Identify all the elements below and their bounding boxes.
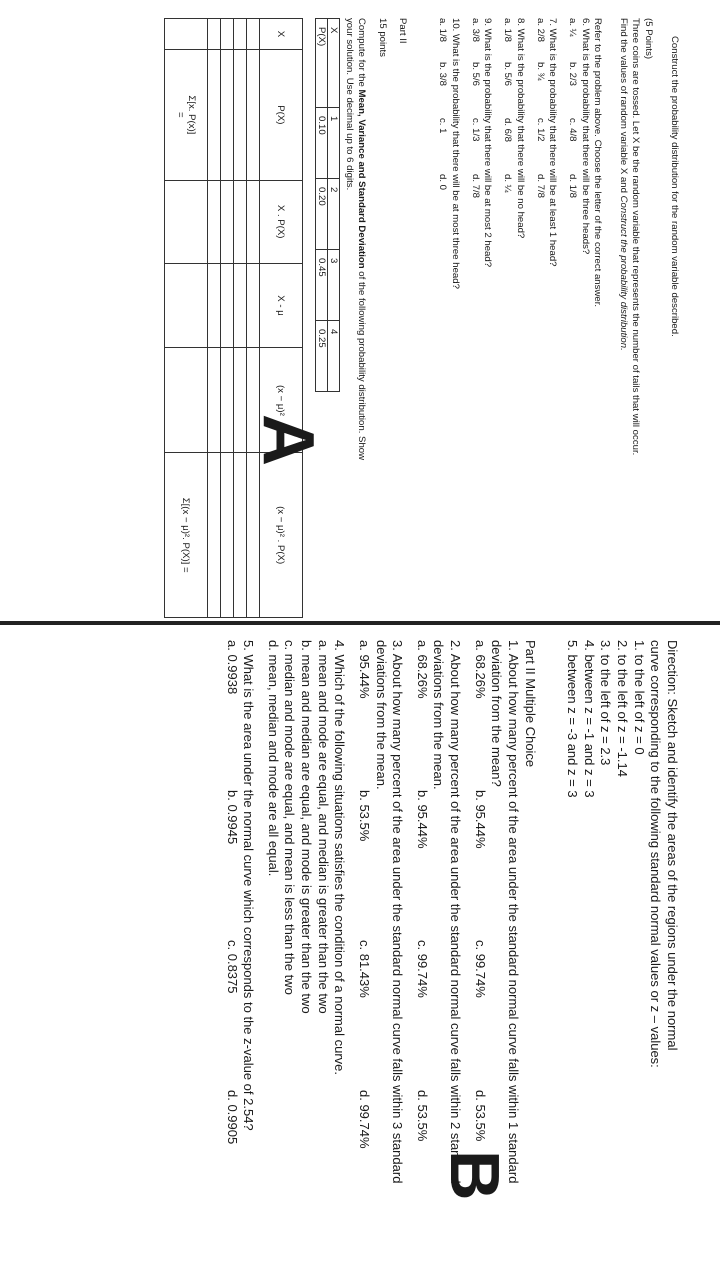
probability-table <box>315 18 340 392</box>
option: a. 68.26% <box>414 640 430 699</box>
mc-question-4: 4. Which of the following situations satisfies the condition of a normal curve. <box>332 640 348 1075</box>
heading-a: Construct the probability distribution for the random variable described. <box>669 36 680 337</box>
worksheet-a <box>0 0 720 620</box>
option: b. 5/6 <box>469 62 481 87</box>
col-x-px: X . P(X) <box>259 180 302 263</box>
option: b. mean and median are equal, and mode is greater than the two <box>299 640 315 1014</box>
option: a. mean and mode are equal, and median is greater than the two <box>315 640 331 1014</box>
option: a. ¼ <box>567 18 579 37</box>
option: d. ¼ <box>502 174 514 193</box>
option: c. 99.74% <box>414 940 430 998</box>
option: c. median and mode are equal, and mean is less than the two <box>282 640 298 995</box>
option: d. mean, median and mode are all equal. <box>265 640 281 877</box>
option: a. 95.44% <box>357 640 372 699</box>
mc-question-1-cont: deviation from the mean? <box>489 640 505 787</box>
mc-question-2-cont: deviations from the mean. <box>431 640 447 790</box>
compute-line2: your solution. Use decimal up to 6 digits. <box>344 18 356 191</box>
letter-b: B <box>436 1150 514 1201</box>
option: c. 1/2 <box>534 118 546 142</box>
option: b. 5/6 <box>502 62 514 87</box>
question-9: 9. What is the probability that there will be at most 2 head? <box>482 18 494 268</box>
sum-row <box>164 19 207 618</box>
x-value: 2 <box>327 179 339 250</box>
option: d. 0 <box>437 174 449 191</box>
p-value: 0.25 <box>315 321 327 392</box>
work-table-header <box>259 19 302 618</box>
table-row <box>207 19 220 618</box>
x-header: X <box>327 19 339 108</box>
option: c. 4/8 <box>567 118 579 142</box>
mc-options-5 <box>223 640 240 1280</box>
option: b. 0.9945 <box>224 790 240 845</box>
intro-line2-text: Find the values of random variable X and <box>618 18 630 196</box>
z-item: 5. between z = -3 and z = 3 <box>565 640 581 798</box>
option: a. 1/8 <box>502 18 514 43</box>
option: d. 0.9905 <box>224 1090 240 1145</box>
option: c. 1/3 <box>469 118 481 142</box>
mc-question-3: 3. About how many percent of the area under the standard normal curve falls within 3 standard <box>390 640 406 1184</box>
option: d. 7/8 <box>534 174 546 199</box>
sum-variance: Σ[(x − μ)². P(X)] = <box>164 453 207 618</box>
part-ii-title: Part II <box>397 18 409 44</box>
x-value: 4 <box>327 321 339 392</box>
question-6: 6. What is the probability that there will be three heads? <box>579 18 591 255</box>
mc-question-2: 2. About how many percent of the area under the standard normal curve falls within 2 standard <box>448 640 464 1184</box>
options-7 <box>534 18 546 618</box>
question-8: 8. What is the probability that there will be no head? <box>514 18 526 239</box>
compute-bold: Mean, Variance and Standard Deviation <box>356 89 368 269</box>
option: d. 53.5% <box>472 1090 488 1142</box>
mc-options-3 <box>355 640 372 1280</box>
option: c. 0.8375 <box>224 940 240 994</box>
col-x: X <box>259 19 302 50</box>
x-row <box>327 19 339 392</box>
col-px: P(X) <box>259 49 302 180</box>
option: b. 53.5% <box>357 790 372 842</box>
divider-line <box>0 621 720 625</box>
option: d. 7/8 <box>469 174 481 199</box>
z-item: 1. to the left of z = 0 <box>631 640 647 755</box>
intro-line1: Three coins are tossed. Let X be the random variable that represents the number of tails that will occur. <box>630 18 642 456</box>
z-item: 2. to the left of z = -1.14 <box>615 640 631 777</box>
direction-line1: Direction: Sketch and identify the areas of the regions under the normal <box>665 640 680 1051</box>
option: c. 81.43% <box>357 940 372 998</box>
p-header: P(X) <box>315 19 327 108</box>
compute-text: Compute for the <box>356 18 368 90</box>
mc-question-3-cont: deviations from the mean. <box>373 640 389 790</box>
table-row <box>246 19 259 618</box>
option: d. 99.74% <box>357 1090 372 1149</box>
p-value: 0.45 <box>315 250 327 321</box>
sum-mean-cell <box>164 49 207 180</box>
col-sq-dev: (x − μ)² <box>259 348 302 453</box>
table-row <box>233 19 246 618</box>
option: b. 95.44% <box>414 790 430 849</box>
options-10 <box>436 18 448 618</box>
options-9 <box>469 18 481 618</box>
mc-options-2 <box>413 640 430 1280</box>
option: d. 1/8 <box>567 174 579 199</box>
p-value: 0.10 <box>315 108 327 179</box>
mc-question-5: 5. What is the area under the normal curve which corresponds to the z-value of 2.54? <box>241 640 257 1131</box>
sum-mean-eq: = <box>174 112 186 118</box>
option: b. 3/8 <box>437 62 449 87</box>
options-8 <box>501 18 513 618</box>
option: c. 99.74% <box>472 940 488 998</box>
option: b. 2/3 <box>567 62 579 87</box>
col-x-mu: X - μ <box>259 263 302 348</box>
points-a: (5 Points) <box>642 18 654 60</box>
worksheet-b <box>0 630 720 1280</box>
part-ii-points: 15 points <box>376 18 388 57</box>
letter-a: A <box>248 414 328 466</box>
option: a. 1/8 <box>437 18 449 43</box>
option: d. 53.5% <box>414 1090 430 1142</box>
options-6 <box>566 18 578 618</box>
table-row <box>220 19 233 618</box>
option: a. 3/8 <box>469 18 481 43</box>
intro-line2-italic: Construct the probability distribution. <box>618 195 630 351</box>
intro-line2 <box>617 18 629 618</box>
work-table <box>164 18 303 618</box>
option: c. 1 <box>437 118 449 134</box>
option: a. 68.26% <box>472 640 488 699</box>
direction-line2: curve corresponding to the following standard normal values or z – values: <box>648 640 664 1068</box>
option: b. 95.44% <box>472 790 488 849</box>
compute-text-end: of the following probability distribution. Show <box>356 268 368 461</box>
compute-instructions <box>355 18 367 618</box>
p-row <box>315 19 327 392</box>
x-value: 1 <box>327 108 339 179</box>
question-7: 7. What is the probability that there will be at least 1 head? <box>547 18 559 267</box>
part-ii-mc-title: Part II Multiple Choice <box>522 640 538 768</box>
question-10: 10. What is the probability that there will be at most three head? <box>449 18 461 289</box>
option: a. 0.9938 <box>224 640 240 695</box>
x-value: 3 <box>327 250 339 321</box>
z-item: 3. to the left of z = 2.3 <box>598 640 614 766</box>
option: b. ¾ <box>534 62 546 81</box>
p-value: 0.20 <box>315 179 327 250</box>
mc-question-1: 1. About how many percent of the area under the standard normal curve falls within 1 standard <box>506 640 521 1184</box>
refer-text: Refer to the problem above. Choose the letter of the correct answer. <box>591 18 603 308</box>
col-sq-dev-px: (x − μ)² . P(X) <box>259 453 302 618</box>
option: d. 6/8 <box>502 118 514 143</box>
z-item: 4. between z = -1 and z = 3 <box>581 640 597 798</box>
option: a. 2/8 <box>534 18 546 43</box>
sum-mean: Σ[x. P(x)] <box>186 95 198 135</box>
